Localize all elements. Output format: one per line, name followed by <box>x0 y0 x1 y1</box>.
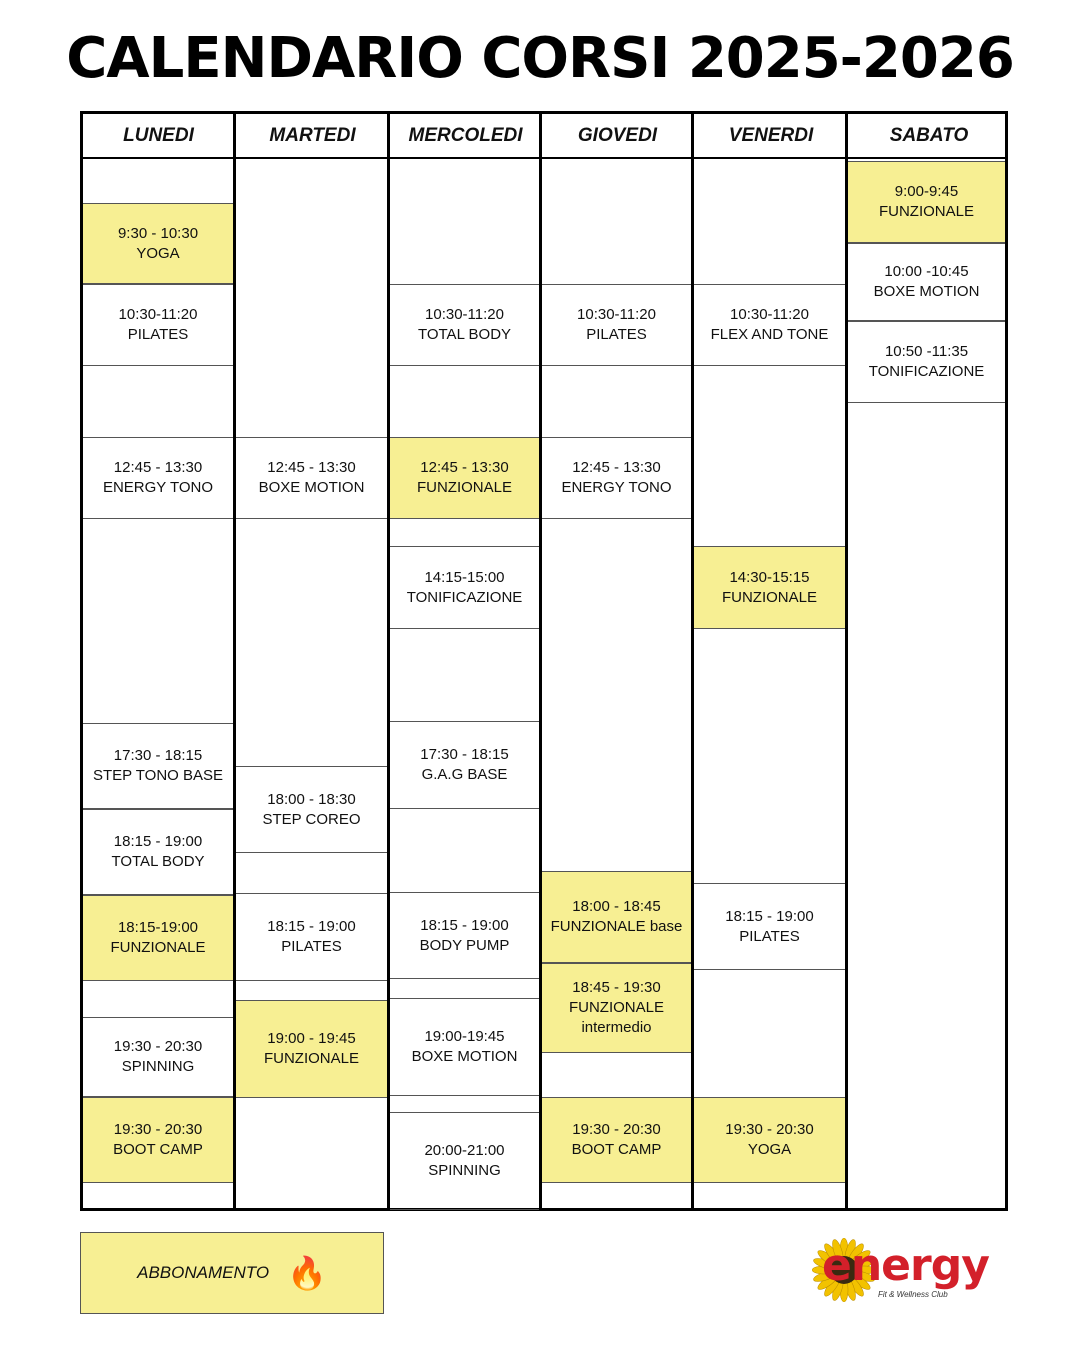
schedule-grid <box>80 111 1008 1211</box>
day-column-sabato <box>848 159 1005 1208</box>
class-name: STEP COREO <box>262 810 361 828</box>
fire-icon: 🔥 <box>287 1255 327 1291</box>
day-column-venerdi <box>694 159 845 1208</box>
class-slot <box>83 203 233 284</box>
day-header-martedi: MARTEDI <box>269 124 356 146</box>
class-name: BOXE MOTION <box>258 479 365 496</box>
class-name: FUNZIONALE <box>721 588 817 606</box>
class-slot <box>83 895 233 981</box>
class-level: intermedio <box>581 1019 652 1036</box>
brand-logo <box>808 1234 1000 1314</box>
class-time: 10:30-11:20 <box>118 306 198 323</box>
class-slot <box>848 321 1005 403</box>
class-name: TONIFICAZIONE <box>868 363 985 380</box>
class-slot <box>236 766 387 853</box>
grid-bottom-border <box>80 1208 1008 1211</box>
day-header-giovedi: GIOVEDI <box>577 124 658 146</box>
class-slot <box>390 998 539 1096</box>
class-time: 10:30-11:20 <box>425 306 504 323</box>
class-name: BOOT CAMP <box>571 1141 662 1158</box>
class-time: 9:00-9:45 <box>894 183 959 200</box>
class-time: 18:00 - 18:45 <box>572 898 661 915</box>
class-slot <box>83 723 233 809</box>
class-name: YOGA <box>747 1141 792 1158</box>
class-name: FUNZIONALE <box>878 203 974 220</box>
class-slot <box>694 284 845 366</box>
class-time: 18:15 - 19:00 <box>420 916 509 934</box>
class-name: BOXE MOTION <box>873 283 980 300</box>
class-name: TOTAL BODY <box>111 853 205 870</box>
class-name: ENERGY TONO <box>561 479 672 496</box>
legend-box <box>80 1232 384 1314</box>
class-time: 12:45 - 13:30 <box>572 459 661 476</box>
column-divider <box>1005 111 1008 1211</box>
class-time: 18:15 - 19:00 <box>113 833 203 850</box>
class-name: YOGA <box>136 244 180 262</box>
class-time: 10:50 -11:35 <box>884 343 969 360</box>
day-header-venerdi: VENERDI <box>728 124 814 146</box>
class-time: 9:30 - 10:30 <box>117 224 199 242</box>
class-slot <box>83 284 233 366</box>
class-slot <box>83 1017 233 1097</box>
class-time: 12:45 - 13:30 <box>420 459 509 476</box>
class-slot <box>390 546 539 629</box>
class-time: 12:45 - 13:30 <box>113 459 203 476</box>
class-time: 19:00 - 19:45 <box>267 1030 356 1047</box>
class-slot <box>848 243 1005 321</box>
class-slot <box>83 1097 233 1183</box>
legend-label: ABBONAMENTO <box>137 1263 270 1282</box>
class-slot <box>542 963 691 1053</box>
class-slot <box>542 871 691 963</box>
class-name: FLEX AND TONE <box>710 326 829 343</box>
class-slot <box>236 437 387 519</box>
class-name: SPINNING <box>121 1058 195 1075</box>
class-slot <box>390 284 539 366</box>
class-name: BODY PUMP <box>419 936 510 954</box>
class-slot <box>694 1097 845 1183</box>
class-slot <box>236 893 387 981</box>
class-slot <box>542 437 691 519</box>
class-name: TONIFICAZIONE <box>406 588 523 606</box>
class-time: 19:00-19:45 <box>424 1028 505 1045</box>
day-header-lunedi: LUNEDI <box>123 124 194 146</box>
class-time: 10:00 -10:45 <box>884 263 969 280</box>
class-time: 19:30 - 20:30 <box>113 1121 203 1138</box>
class-name: SPINNING <box>428 1162 501 1179</box>
class-slot <box>390 892 539 979</box>
class-time: 18:45 - 19:30 <box>572 979 661 996</box>
class-slot <box>694 546 845 629</box>
class-slot <box>848 161 1005 243</box>
class-name: FUNZIONALE <box>110 939 206 956</box>
class-name: FUNZIONALE base <box>550 918 683 935</box>
logo-word: energy <box>822 1240 989 1291</box>
class-name: PILATES <box>281 938 342 955</box>
day-column-mercoledi <box>390 159 539 1208</box>
class-time: 18:00 - 18:30 <box>267 790 356 808</box>
class-slot <box>83 809 233 895</box>
class-slot <box>236 1000 387 1098</box>
class-slot <box>390 1112 539 1210</box>
class-time: 18:15-19:00 <box>117 919 199 936</box>
class-name: FUNZIONALE <box>568 999 664 1016</box>
page-title: CALENDARIO CORSI 2025-2026 <box>66 26 1014 91</box>
class-time: 12:45 - 13:30 <box>267 459 356 476</box>
class-time: 19:30 - 20:30 <box>572 1121 661 1138</box>
class-name: ENERGY TONO <box>102 479 214 496</box>
class-name: BOXE MOTION <box>411 1048 518 1065</box>
day-column-giovedi <box>542 159 691 1208</box>
day-header-sabato: SABATO <box>889 124 969 146</box>
class-name: PILATES <box>739 927 800 945</box>
class-name: PILATES <box>586 326 647 343</box>
class-time: 18:15 - 19:00 <box>725 907 814 925</box>
class-time: 17:30 - 18:15 <box>113 747 203 764</box>
day-column-martedi <box>236 159 387 1208</box>
class-time: 17:30 - 18:15 <box>420 746 509 763</box>
class-name: FUNZIONALE <box>416 479 512 496</box>
class-slot <box>390 721 539 809</box>
day-header-mercoledi: MERCOLEDI <box>408 124 523 146</box>
day-column-lunedi <box>83 159 233 1208</box>
class-slot <box>542 284 691 366</box>
class-time: 19:30 - 20:30 <box>113 1038 203 1055</box>
class-name: BOOT CAMP <box>113 1141 203 1158</box>
class-name: G.A.G BASE <box>421 766 508 783</box>
class-time: 18:15 - 19:00 <box>267 918 356 935</box>
class-name: TOTAL BODY <box>417 326 512 343</box>
class-time: 10:30-11:20 <box>577 306 656 323</box>
class-time: 19:30 - 20:30 <box>725 1121 814 1138</box>
class-time: 20:00-21:00 <box>424 1142 505 1159</box>
class-slot <box>83 437 233 519</box>
class-slot <box>542 1097 691 1183</box>
class-name: FUNZIONALE <box>263 1050 359 1067</box>
logo-tagline: Fit & Wellness Club <box>878 1290 948 1299</box>
class-time: 10:30-11:20 <box>730 306 809 323</box>
class-time: 14:15-15:00 <box>424 568 505 586</box>
class-name: PILATES <box>127 326 189 343</box>
class-slot <box>694 883 845 970</box>
class-slot <box>390 437 539 519</box>
class-name: STEP TONO BASE <box>92 767 224 784</box>
class-time: 14:30-15:15 <box>729 568 810 586</box>
